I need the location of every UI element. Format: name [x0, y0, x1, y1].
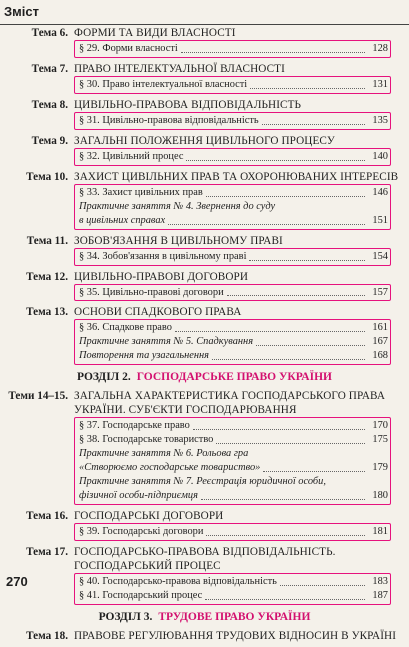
entry-label: в цивільних справах — [79, 214, 166, 226]
entry-label: § 29. Форми власності — [79, 43, 178, 54]
toc-topic — [0, 389, 409, 505]
toc-topic — [0, 98, 409, 130]
toc-entry[interactable] — [79, 335, 390, 349]
section-heading — [0, 371, 409, 383]
toc-entry[interactable] — [79, 186, 390, 200]
toc-entry[interactable] — [79, 214, 390, 228]
section-number: РОЗДІЛ 2. — [77, 371, 131, 384]
entry-label: § 31. Цивільно-правова відповідальність — [79, 114, 259, 126]
toc-entry[interactable] — [79, 114, 390, 128]
entry-page-number: 131 — [372, 78, 388, 90]
dot-leader — [262, 123, 365, 125]
dot-leader — [186, 159, 365, 161]
entry-label: Практичне заняття № 7. Реєстрація юридичної особи, — [79, 476, 326, 487]
toc-entry[interactable] — [79, 475, 390, 489]
entry-page-number: 168 — [372, 350, 388, 362]
entry-page-number: 146 — [372, 186, 388, 198]
toc-entry[interactable] — [79, 433, 390, 447]
entry-label: § 37. Господарське право — [79, 420, 190, 432]
header-title: Зміст — [4, 4, 39, 19]
toc-topic — [0, 26, 409, 58]
entry-label: Повторення та узагальнення — [79, 350, 210, 362]
toc-entry[interactable] — [79, 525, 390, 539]
topic-title[interactable]: ЗОБОВ'ЯЗАННЯ В ЦИВІЛЬНОМУ ПРАВІ — [74, 234, 283, 247]
dot-leader — [263, 470, 365, 472]
entry-page-number: 170 — [372, 420, 388, 432]
dot-leader — [168, 223, 365, 225]
topic-title[interactable]: ЦИВІЛЬНО-ПРАВОВА ВІДПОВІДАЛЬНІСТЬ — [74, 98, 302, 111]
topic-entries — [74, 417, 391, 505]
entry-label: § 40. Господарсько-правова відповідальність — [79, 575, 277, 587]
section-title: ГОСПОДАРСЬКЕ ПРАВО УКРАЇНИ — [136, 371, 332, 384]
dot-leader — [193, 428, 365, 430]
entry-page-number: 151 — [372, 214, 388, 226]
topic-number: Тема 6. — [31, 27, 68, 39]
topic-entries — [74, 76, 391, 94]
topic-title[interactable]: ПРАВОВЕ РЕГУЛЮВАННЯ ТРУДОВИХ ВІДНОСИН В УКРАЇНІ — [74, 629, 397, 642]
topic-title[interactable]: ГОСПОДАРСЬКО-ПРАВОВА ВІДПОВІДАЛЬНІСТЬ. ГОСПОДАРСЬКИЙ ПРОЦЕС — [74, 545, 336, 572]
entry-page-number: 140 — [372, 150, 388, 162]
dot-leader — [216, 442, 365, 444]
toc-topic — [0, 62, 409, 94]
dot-leader — [251, 457, 365, 458]
dot-leader — [250, 87, 365, 89]
topic-title[interactable]: ЗАГАЛЬНІ ПОЛОЖЕННЯ ЦИВІЛЬНОГО ПРОЦЕСУ — [74, 134, 335, 147]
toc-entry[interactable] — [79, 200, 390, 214]
topic-number: Тема 17. — [26, 545, 68, 558]
toc-topic — [0, 305, 409, 365]
toc-entry[interactable] — [79, 489, 390, 503]
topic-title[interactable]: ФОРМИ ТА ВИДИ ВЛАСНОСТІ — [74, 27, 236, 39]
dot-leader — [227, 294, 365, 296]
entry-label: Практичне заняття № 4. Звернення до суду — [79, 200, 276, 212]
dot-leader — [205, 598, 365, 600]
entry-label: § 34. Зобов'язання в цивільному праві — [79, 250, 247, 262]
entry-label: «Створюємо господарське товариство» — [79, 462, 261, 474]
toc-topic — [0, 270, 409, 302]
toc-topic — [0, 134, 409, 166]
toc-entry[interactable] — [79, 447, 390, 461]
topic-entries — [74, 319, 391, 365]
entry-page-number: 179 — [372, 462, 388, 474]
toc-entry[interactable] — [79, 419, 390, 433]
entry-page-number: 154 — [372, 250, 388, 262]
dot-leader — [206, 534, 365, 536]
dot-leader — [329, 485, 365, 486]
dot-leader — [206, 195, 365, 197]
dot-leader — [278, 210, 365, 211]
toc-entry[interactable] — [79, 575, 390, 589]
dot-leader — [212, 358, 365, 360]
topic-title[interactable]: ЗАГАЛЬНА ХАРАКТЕРИСТИКА ГОСПОДАРСЬКОГО ПРАВА УКРАЇНИ. СУБ'ЄКТИ ГОСПОДАРЮВАННЯ — [74, 390, 386, 417]
topic-number: Тема 10. — [26, 170, 68, 183]
toc-entry[interactable] — [79, 250, 390, 264]
toc-entry[interactable] — [79, 42, 390, 56]
entry-page-number: 161 — [372, 322, 388, 334]
toc-topic — [0, 170, 409, 230]
topic-number: Теми 14–15. — [8, 390, 68, 403]
toc-topic — [0, 234, 409, 266]
entry-label: § 38. Господарське товариство — [79, 434, 214, 446]
toc-topic — [0, 509, 409, 541]
entry-page-number: 157 — [372, 286, 388, 298]
toc-entry[interactable] — [79, 349, 390, 363]
topic-title[interactable]: ЗАХИСТ ЦИВІЛЬНИХ ПРАВ ТА ОХОРОНЮВАНИХ ІНТЕРЕСІВ — [74, 170, 399, 183]
page-number: 270 — [6, 574, 28, 589]
entry-page-number: 187 — [372, 589, 388, 601]
entry-label: § 36. Спадкове право — [79, 322, 172, 334]
entry-label: § 41. Господарський процес — [79, 589, 203, 601]
toc-topic — [0, 629, 409, 643]
topic-number: Тема 12. — [26, 270, 68, 283]
entry-label: § 33. Захист цивільних прав — [79, 186, 203, 198]
topic-entries — [74, 248, 391, 266]
entry-page-number: 183 — [372, 575, 388, 587]
topic-entries — [74, 40, 391, 58]
topic-entries — [74, 523, 391, 541]
entry-label: § 32. Цивільний процес — [79, 150, 184, 162]
toc-entry[interactable] — [79, 150, 390, 164]
section-heading — [0, 611, 409, 623]
topic-entries — [74, 284, 391, 302]
entry-label: § 35. Цивільно-правові договори — [79, 286, 224, 298]
topic-title[interactable]: ГОСПОДАРСЬКІ ДОГОВОРИ — [74, 509, 224, 522]
page-header — [0, 0, 409, 25]
topic-number: Тема 8. — [31, 98, 68, 111]
section-number: РОЗДІЛ 3. — [98, 610, 153, 623]
dot-leader — [256, 344, 365, 346]
toc-topic — [0, 545, 409, 605]
entry-page-number: 181 — [372, 525, 388, 537]
topic-entries — [74, 184, 391, 230]
entry-page-number: 175 — [372, 434, 388, 446]
entry-label: § 30. Право інтелектуальної власності — [79, 78, 248, 90]
entry-label: фізичної особи-підприємця — [79, 489, 198, 501]
topic-number: Тема 18. — [26, 629, 68, 642]
entry-label: Практичне заняття № 5. Спадкування — [79, 336, 254, 348]
dot-leader — [175, 330, 365, 332]
entry-page-number: 135 — [372, 114, 388, 126]
topic-number: Тема 7. — [31, 62, 68, 75]
topic-entries — [74, 112, 391, 130]
dot-leader — [280, 584, 365, 586]
dot-leader — [249, 259, 365, 261]
toc-entry[interactable] — [79, 589, 390, 603]
toc-entry[interactable] — [79, 286, 390, 300]
topic-number: Тема 16. — [26, 509, 68, 522]
topic-number: Тема 13. — [26, 306, 68, 319]
topic-number: Тема 9. — [31, 134, 68, 147]
section-title: ТРУДОВЕ ПРАВО УКРАЇНИ — [158, 610, 311, 623]
toc-entry[interactable] — [79, 321, 390, 335]
entry-page-number: 128 — [372, 43, 388, 54]
entry-label: Практичне заняття № 6. Рольова гра — [79, 448, 249, 460]
entry-page-number: 167 — [372, 336, 388, 348]
entry-page-number: 180 — [372, 489, 388, 501]
topic-title[interactable]: ЦИВІЛЬНО-ПРАВОВІ ДОГОВОРИ — [74, 270, 249, 283]
topic-title[interactable]: ОСНОВИ СПАДКОВОГО ПРАВА — [74, 306, 242, 319]
entry-label: § 39. Господарські договори — [79, 525, 204, 537]
topic-entries — [74, 148, 391, 166]
toc-entry[interactable] — [79, 78, 390, 92]
dot-leader — [181, 51, 365, 53]
topic-title[interactable]: ПРАВО ІНТЕЛЕКТУАЛЬНОЇ ВЛАСНОСТІ — [74, 62, 285, 75]
topic-number: Тема 11. — [26, 234, 68, 247]
toc-entry[interactable] — [79, 461, 390, 475]
table-of-contents — [0, 26, 409, 647]
dot-leader — [201, 498, 365, 500]
